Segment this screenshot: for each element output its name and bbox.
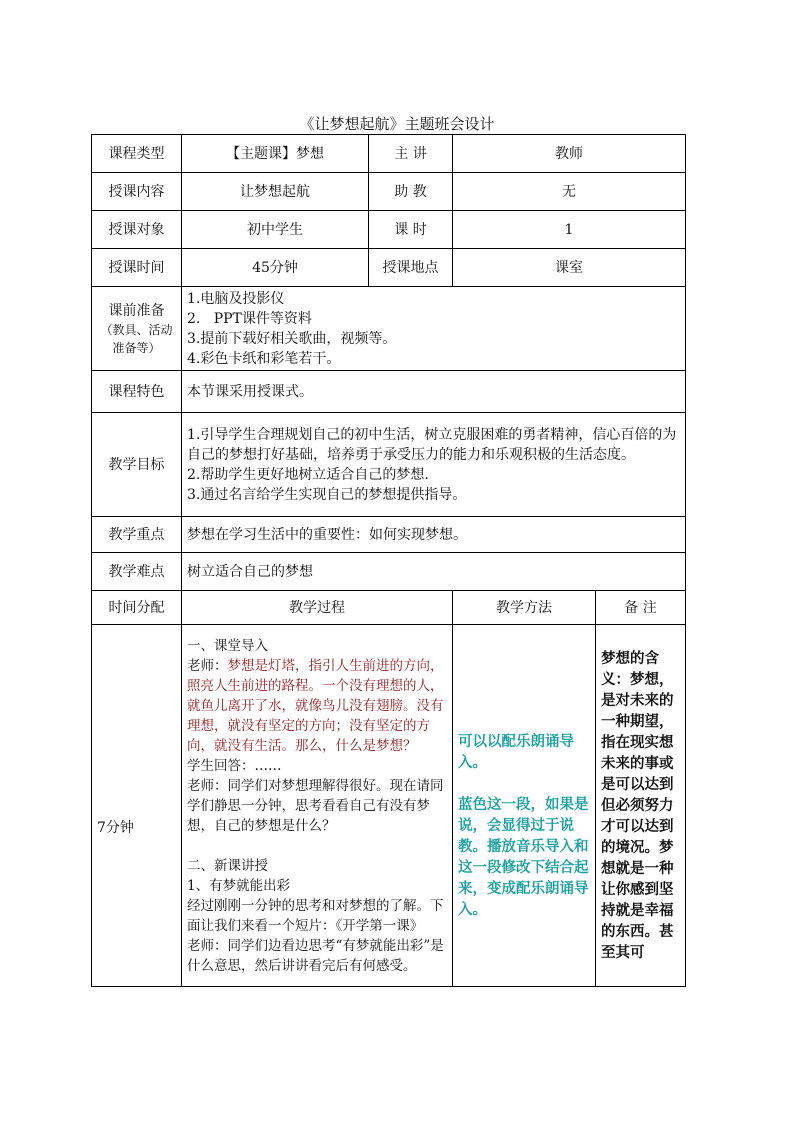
table-row [92, 287, 686, 371]
method-comment: 蓝色这一段，如果是说，会显得过于说教。播放音乐导入和这一段修改下结合起来，变成配乐朗诵导入。 [458, 796, 589, 918]
value-key-point: 梦想在学习生活中的重要性：如何实现梦想。 [182, 517, 686, 553]
value-assistant: 无 [453, 173, 686, 211]
label-feature: 课程特色 [92, 371, 182, 413]
list-item: 2. PPT课件等资料 [187, 310, 312, 327]
process-student-answer: 学生回答：…… [187, 757, 282, 774]
label-content: 授课内容 [92, 173, 182, 211]
preparation-sublabel: （教具、活动准备等） [100, 322, 173, 355]
preparation-label: 课前准备 [108, 302, 165, 319]
process-heading-intro: 一、课堂导入 [187, 637, 268, 654]
list-item: 3.提前下载好相关歌曲，视频等。 [187, 330, 397, 347]
process-video-intro: 经过刚刚一分钟的思考和对梦想的了解。下面让我们来看一个短片：《开学第一课》 [187, 897, 444, 934]
label-audience: 授课对象 [92, 211, 182, 249]
value-audience: 初中学生 [182, 211, 369, 249]
process-teacher-followup: 老师：同学们对梦想理解得很好。现在请同学们静思一分钟，思考看看自己有没有梦想，自己的梦想是什么？ [187, 777, 444, 834]
value-duration: 45分钟 [182, 249, 369, 287]
header-note: 备 注 [596, 591, 686, 625]
blank-line [187, 836, 447, 856]
value-goals [182, 413, 686, 517]
blank-line [458, 773, 590, 794]
table-row [92, 413, 686, 517]
label-periods: 课 时 [369, 211, 453, 249]
segment-process [182, 625, 453, 987]
segment-time: 7分钟 [92, 625, 182, 987]
list-item: 1.电脑及投影仪 [187, 290, 285, 307]
label-course-type: 课程类型 [92, 135, 182, 173]
segment-method [453, 625, 596, 987]
value-course-type: 【主题课】梦想 [182, 135, 369, 173]
label-preparation [92, 287, 182, 371]
label-difficulty: 教学难点 [92, 553, 182, 591]
table-row [92, 211, 686, 249]
header-time: 时间分配 [92, 591, 182, 625]
method-suggestion: 可以以配乐朗诵导入。 [458, 733, 575, 771]
value-preparation [182, 287, 686, 371]
table-row [92, 625, 686, 987]
list-item: 2.帮助学生更好地树立适合自己的梦想. [187, 466, 429, 483]
process-subheading: 1、有梦就能出彩 [187, 877, 291, 894]
list-item: 4.彩色卡纸和彩笔若干。 [187, 350, 341, 367]
label-lecturer: 主 讲 [369, 135, 453, 173]
teacher-speech: 梦想是灯塔，指引人生前进的方向，照亮人生前进的路程。一个没有理想的人，就鱼儿离开了水，就像鸟儿没有翅膀。没有理想，就没有坚定的方向；没有坚定的方向，就没有生活。那么，什么是梦想？ [187, 657, 444, 754]
value-location: 课室 [453, 249, 686, 287]
value-feature: 本节课采用授课式。 [182, 371, 686, 413]
value-lecturer: 教师 [453, 135, 686, 173]
list-item: 1.引导学生合理规划自己的初中生活，树立克服困难的勇者精神，信心百倍的为自己的梦想打好基础，培养勇于承受压力的能力和乐观积极的生活态度。 [187, 426, 677, 463]
table-row [92, 553, 686, 591]
list-item: 3.通过名言给学生实现自己的梦想提供指导。 [187, 486, 467, 503]
value-periods: 1 [453, 211, 686, 249]
header-process: 教学过程 [182, 591, 453, 625]
value-content: 让梦想起航 [182, 173, 369, 211]
process-teacher-line [187, 656, 447, 756]
label-goals: 教学目标 [92, 413, 182, 517]
label-key-point: 教学重点 [92, 517, 182, 553]
lesson-plan-table [91, 134, 686, 987]
segment-note: 梦想的含义：梦想，是对未来的一种期望，指在现实想未来的事或是可以达到但必须努力才可以达到的境况。梦想就是一种让你感到坚持就是幸福的东西。甚至其可 [596, 625, 686, 987]
table-row [92, 135, 686, 173]
table-row [92, 249, 686, 287]
process-teacher-question: 老师：同学们边看边思考“有梦就能出彩”是什么意思，然后讲讲看完后有何感受。 [187, 937, 444, 974]
table-row [92, 173, 686, 211]
label-duration: 授课时间 [92, 249, 182, 287]
process-heading-new: 二、新课讲授 [187, 857, 268, 874]
header-method: 教学方法 [453, 591, 596, 625]
table-row [92, 517, 686, 553]
document-title: 《让梦想起航》主题班会设计 [299, 115, 495, 133]
label-location: 授课地点 [369, 249, 453, 287]
label-assistant: 助 教 [369, 173, 453, 211]
table-row [92, 591, 686, 625]
teacher-prefix: 老师： [187, 657, 228, 674]
value-difficulty: 树立适合自己的梦想 [182, 553, 686, 591]
table-row [92, 371, 686, 413]
